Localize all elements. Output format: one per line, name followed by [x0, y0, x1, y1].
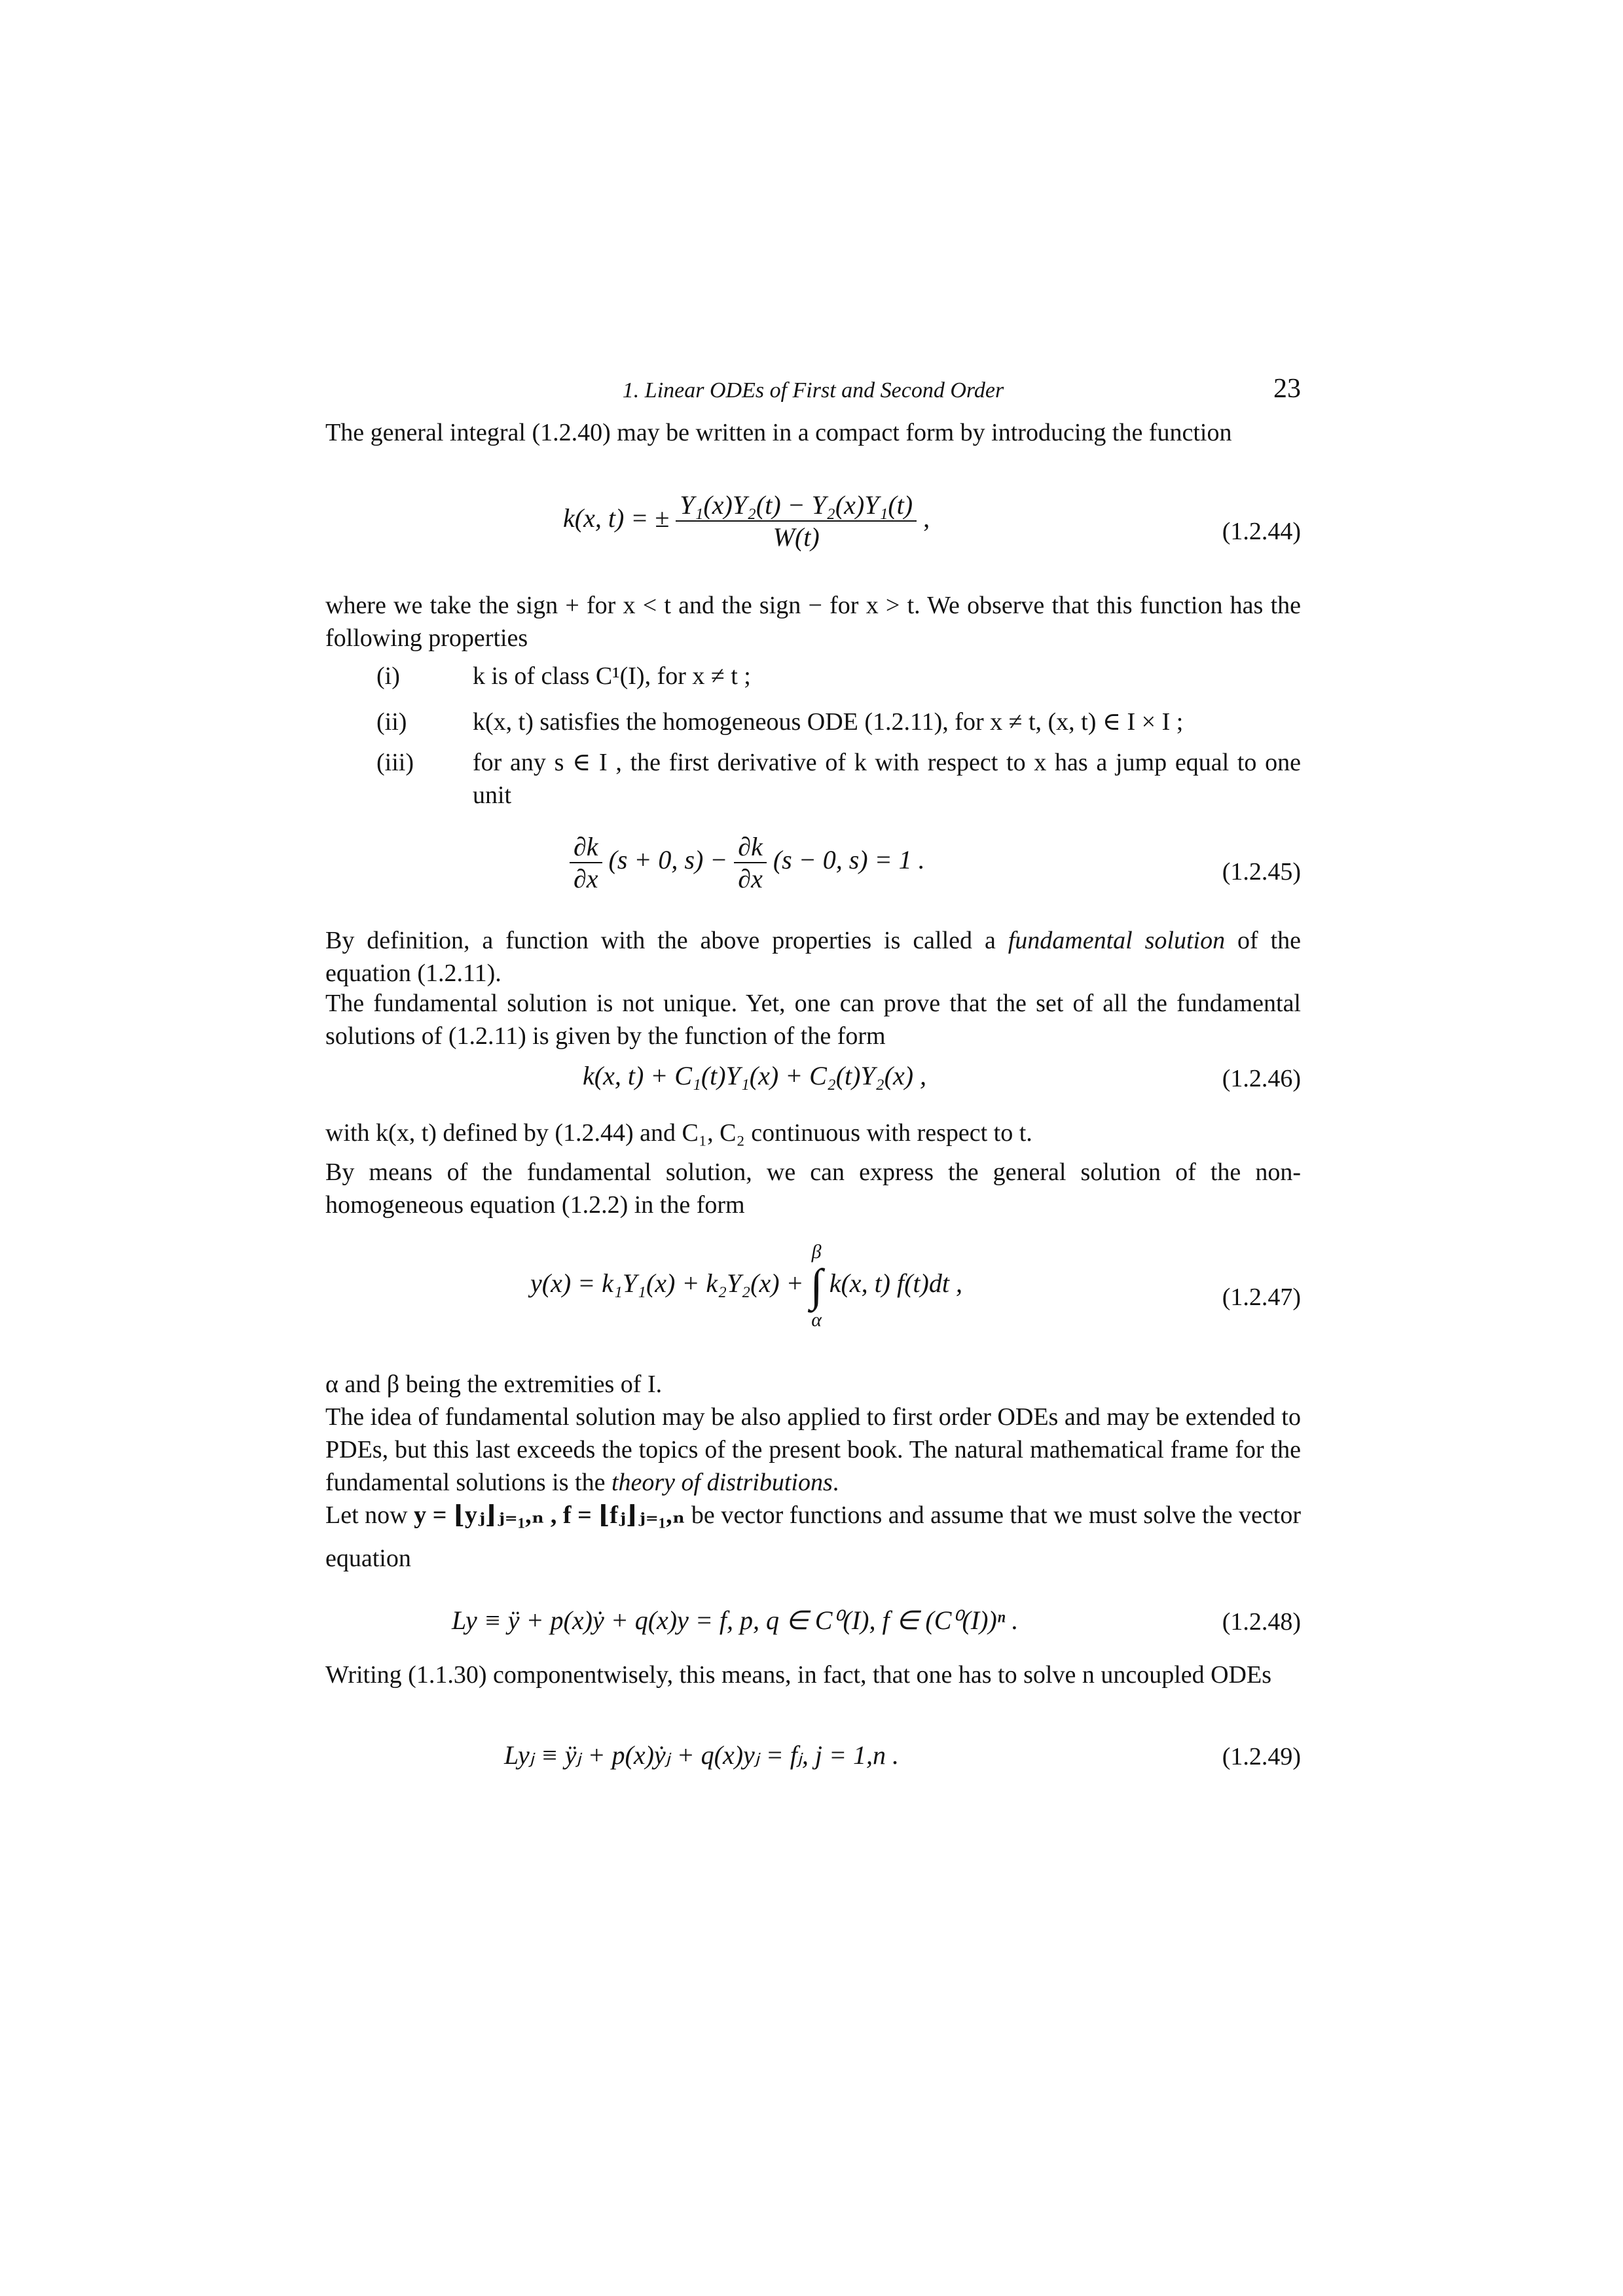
paragraph-extremities	[325, 1368, 1301, 1401]
paragraph-text: The general integral (1.2.40) may be written in a compact form by introducing the function	[325, 419, 1232, 446]
eq44-tail: ,	[923, 503, 930, 533]
definition-text-b: of the equation (1.2.11).	[325, 927, 1301, 987]
paragraph-with	[325, 1117, 1301, 1149]
eq44-denominator: W(t)	[773, 522, 820, 552]
eq49-expression: Lyⱼ ≡ ÿⱼ + p(x)ẏⱼ + q(x)yⱼ = fⱼ, j = 1,n .	[504, 1740, 900, 1770]
paragraph-text	[325, 1401, 1301, 1499]
paragraph-componentwise	[325, 1659, 1301, 1691]
property-label: (ii)	[376, 708, 407, 736]
property-item-ii	[325, 706, 1301, 738]
equation-1-2-49	[504, 1740, 899, 1785]
eq48-expression: Ly ≡ ÿ + p(x)ẏ + q(x)y = f, p, q ∈ C⁰(I), f ∈ (C⁰(I))ⁿ .	[452, 1605, 1019, 1635]
equation-number-1-2-45: (1.2.45)	[1222, 858, 1301, 886]
paragraph-text: where we take the sign + for x < t and the sign − for x > t. We observe that this function has the following properties	[325, 592, 1301, 652]
paragraph-idea	[325, 1401, 1301, 1499]
equation-1-2-45	[570, 831, 925, 893]
property-text: for any s ∈ I , the first derivative of k with respect to x has a jump equal to one unit	[473, 749, 1301, 809]
paragraph-sign	[325, 589, 1301, 655]
paragraph-text: Writing (1.1.30) componentwisely, this means, in fact, that one has to solve n uncoupled ODEs	[325, 1661, 1272, 1689]
paragraph-intro	[325, 416, 1301, 449]
property-text: k is of class C¹(I), for x ≠ t ;	[473, 662, 751, 690]
eq47-lhs: y(x) = k₁Y₁(x) + k₂Y₂(x) +	[530, 1268, 804, 1299]
equation-1-2-44	[563, 490, 930, 552]
eq45-f1-numerator: ∂k	[570, 831, 602, 863]
property-label: (iii)	[376, 749, 414, 776]
equation-1-2-47	[530, 1241, 962, 1346]
equation-number-1-2-49: (1.2.49)	[1222, 1743, 1301, 1770]
eq45-fraction-2	[734, 831, 767, 894]
property-label: (i)	[376, 662, 400, 690]
eq45-f2-numerator: ∂k	[734, 831, 767, 863]
equation-number-1-2-46: (1.2.46)	[1222, 1065, 1301, 1092]
equation-number-1-2-48: (1.2.48)	[1222, 1608, 1301, 1636]
definition-text-a: By definition, a function with the above properties is called a	[325, 927, 1008, 954]
eq47-integral	[811, 1241, 823, 1331]
idea-term: theory of distributions	[611, 1469, 833, 1496]
eq47-integrand: k(x, t) f(t)dt ,	[829, 1268, 962, 1299]
eq45-middle: (s + 0, s) −	[608, 845, 728, 875]
equation-1-2-48	[452, 1605, 1018, 1651]
page-header	[325, 373, 1301, 412]
vector-text-b: be vector functions and assume that we must solve the vector equation	[325, 1501, 1302, 1572]
eq45-fraction-1	[570, 831, 602, 894]
paragraph-text: By means of the fundamental solution, we can express the general solution of the non-homogeneous equation (1.2.2) in the form	[325, 1158, 1301, 1219]
equation-1-2-46	[583, 1060, 926, 1106]
property-text: k(x, t) satisfies the homogeneous ODE (1.2.11), for x ≠ t, (x, t) ∈ I × I ;	[473, 708, 1184, 736]
eq46-expression: k(x, t) + C₁(t)Y₁(x) + C₂(t)Y₂(x) ,	[583, 1061, 927, 1090]
paragraph-definition	[325, 924, 1301, 990]
eq44-lhs: k(x, t) = ±	[563, 503, 670, 533]
eq45-f2-denominator: ∂x	[738, 864, 763, 893]
eq45-tail: (s − 0, s) = 1 .	[773, 845, 925, 875]
paragraph-text	[325, 924, 1301, 990]
property-item-i	[325, 660, 1301, 692]
eq47-lower-limit: α	[811, 1309, 822, 1331]
vector-definition: y = ⌊yⱼ⌋ⱼ₌₁,ₙ , f = ⌊fⱼ⌋ⱼ₌₁,ₙ	[414, 1501, 685, 1529]
eq45-f1-denominator: ∂x	[574, 864, 598, 893]
integral-sign: ∫	[810, 1261, 823, 1311]
property-item-iii	[325, 746, 1301, 812]
paragraph-text	[325, 1494, 1301, 1580]
paragraph-means	[325, 1156, 1301, 1221]
running-title: 1. Linear ODEs of First and Second Order	[622, 378, 1004, 403]
eq47-upper-limit: β	[811, 1241, 822, 1263]
vector-text-a: Let now	[325, 1501, 414, 1529]
paragraph-text: The fundamental solution is not unique. Yet, one can prove that the set of all the fundamental solutions of (1.2.11) is given by the function of the form	[325, 990, 1301, 1050]
paragraph-uniqueness	[325, 987, 1301, 1052]
page-number: 23	[1273, 374, 1301, 404]
idea-text-a: The idea of fundamental solution may be also applied to first order ODEs and may be extended to PDEs, but this last exceeds the topics of the present book. The natural mathematical frame for the fundamental solutions is the	[325, 1403, 1301, 1496]
eq44-fraction	[676, 490, 917, 552]
definition-term: fundamental solution	[1008, 927, 1226, 954]
paragraph-text: α and β being the extremities of I.	[325, 1371, 663, 1398]
idea-text-b: .	[832, 1469, 839, 1496]
paragraph-vector	[325, 1494, 1301, 1580]
paragraph-text: with k(x, t) defined by (1.2.44) and C₁, C₂ continuous with respect to t.	[325, 1119, 1032, 1147]
eq44-numerator: Y₁(x)Y₂(t) − Y₂(x)Y₁(t)	[676, 490, 917, 522]
equation-number-1-2-47: (1.2.47)	[1222, 1283, 1301, 1311]
equation-number-1-2-44: (1.2.44)	[1222, 518, 1301, 545]
